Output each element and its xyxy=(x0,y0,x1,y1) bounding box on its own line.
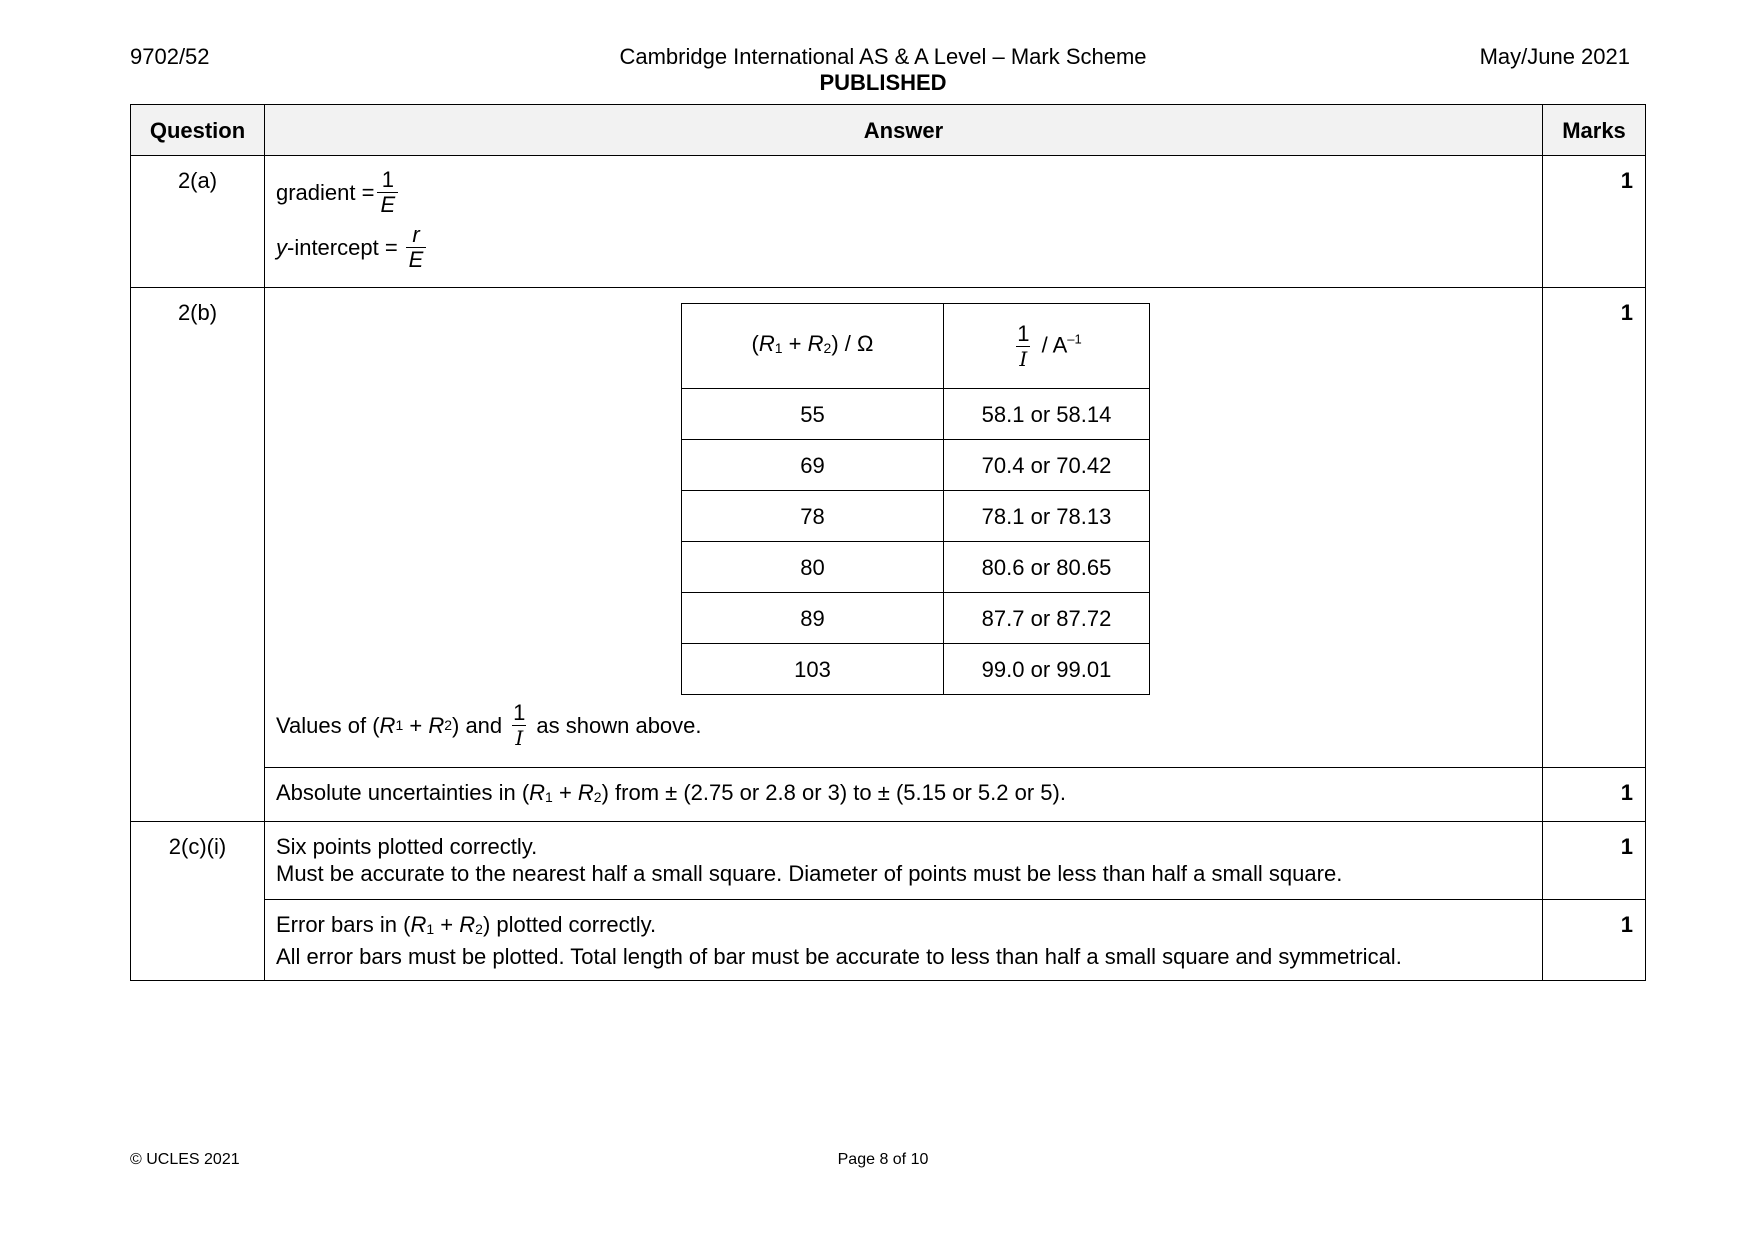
r1-symbol: R xyxy=(758,331,775,356)
r2-symbol: R xyxy=(577,780,594,805)
answer-cell xyxy=(265,768,1543,822)
r2-subscript: 2 xyxy=(475,921,483,937)
answer-header: Answer xyxy=(265,105,1543,156)
values-note xyxy=(276,701,1532,750)
r2-subscript: 2 xyxy=(823,340,832,356)
answer-line: Six points plotted correctly. xyxy=(276,834,538,859)
r2-symbol: R xyxy=(459,912,476,937)
r2-symbol: R xyxy=(428,713,445,738)
fraction-denominator: I xyxy=(512,725,526,750)
fraction-numerator: 1 xyxy=(513,700,526,725)
intercept-variable: y xyxy=(276,235,287,260)
r2-symbol: R xyxy=(807,331,824,356)
inverse-current-value: 78.1 or 78.13 xyxy=(944,491,1150,542)
marks-cell: 1 xyxy=(1543,768,1646,822)
results-table xyxy=(681,303,1150,695)
answer-cell xyxy=(265,288,1543,768)
answer-cell xyxy=(265,900,1543,981)
r1-symbol: R xyxy=(529,780,546,805)
resistance-value: 89 xyxy=(682,593,944,644)
resistance-value: 80 xyxy=(682,542,944,593)
published-label: PUBLISHED xyxy=(819,70,947,95)
inverse-current-value: 87.7 or 87.72 xyxy=(944,593,1150,644)
fraction-denominator: I xyxy=(1016,346,1030,371)
table-row xyxy=(131,288,1646,768)
document-title-text: Cambridge International AS & A Level – Mark Scheme xyxy=(619,44,1147,69)
copyright: © UCLES 2021 xyxy=(130,1151,240,1168)
plus-sign: + xyxy=(782,331,808,356)
marks-header: Marks xyxy=(1543,105,1646,156)
results-header-row xyxy=(682,304,1150,389)
plus-sign: + xyxy=(403,713,429,738)
answer-cell xyxy=(265,822,1543,900)
fraction-denominator: E xyxy=(377,192,398,217)
resistance-value: 55 xyxy=(682,389,944,440)
inverse-current-value: 99.0 or 99.01 xyxy=(944,644,1150,695)
intercept-line xyxy=(276,223,1532,272)
error-bars-text: Error bars in ( xyxy=(276,912,411,937)
table-row xyxy=(682,440,1150,491)
values-text: ) and xyxy=(452,713,503,738)
unit-exponent: –1 xyxy=(1067,330,1082,346)
uncertainty-text: Absolute uncertainties in ( xyxy=(276,780,530,805)
intercept-label: -intercept = xyxy=(287,235,398,260)
inverse-current-fraction xyxy=(510,701,528,750)
table-row xyxy=(682,542,1150,593)
question-label: 2(a) xyxy=(131,156,265,288)
error-bars-text: ) plotted correctly. xyxy=(482,912,657,937)
plus-sign: + xyxy=(552,780,578,805)
r1-subscript: 1 xyxy=(774,340,783,356)
table-row xyxy=(131,900,1646,981)
table-row xyxy=(682,593,1150,644)
answer-cell xyxy=(265,156,1543,288)
inverse-current-unit: / A xyxy=(1041,331,1068,357)
r1-subscript: 1 xyxy=(545,789,553,805)
inverse-current-header xyxy=(944,304,1150,389)
uncertainty-text: ) from ± (2.75 or 2.8 or 3) to ± (5.15 or 5.2 or 5). xyxy=(601,780,1066,805)
resistance-value: 103 xyxy=(682,644,944,695)
fraction-numerator: 1 xyxy=(1017,320,1030,346)
answer-line: All error bars must be plotted. Total length of bar must be accurate to less than half a small square and symmetrical. xyxy=(276,944,1402,969)
resistance-value: 78 xyxy=(682,491,944,542)
resistance-value: 69 xyxy=(682,440,944,491)
r2-subscript: 2 xyxy=(593,789,602,805)
fraction-numerator: 1 xyxy=(381,167,394,192)
r1-symbol: R xyxy=(379,713,396,738)
table-row xyxy=(682,644,1150,695)
fraction-denominator: E xyxy=(406,247,427,272)
gradient-line xyxy=(276,168,1532,217)
answer-line: Must be accurate to the nearest half a small square. Diameter of points must be less than half a small square. xyxy=(276,861,1343,886)
marks-cell: 1 xyxy=(1543,900,1646,981)
question-label: 2(c)(i) xyxy=(131,822,265,981)
fraction-numerator: r xyxy=(412,222,420,247)
table-row xyxy=(131,822,1646,900)
answer-line xyxy=(276,911,1532,943)
page-number: Page 8 of 10 xyxy=(837,1151,929,1168)
marks-cell: 1 xyxy=(1543,156,1646,288)
resistance-header xyxy=(682,304,944,389)
inverse-current-value: 70.4 or 70.42 xyxy=(944,440,1150,491)
inverse-current-value: 80.6 or 80.65 xyxy=(944,542,1150,593)
table-row xyxy=(131,156,1646,288)
marks-cell: 1 xyxy=(1543,288,1646,768)
paren-open: ( xyxy=(751,331,759,356)
question-label: 2(b) xyxy=(131,288,265,822)
exam-session: May/June 2021 xyxy=(1479,44,1630,69)
gradient-fraction xyxy=(377,168,398,217)
r2-subscript: 2 xyxy=(444,717,452,733)
marks-cell: 1 xyxy=(1543,822,1646,900)
mark-scheme-table xyxy=(130,104,1646,981)
paper-code: 9702/52 xyxy=(130,44,210,69)
r1-subscript: 1 xyxy=(395,717,404,733)
table-row xyxy=(131,768,1646,822)
r1-symbol: R xyxy=(410,912,427,937)
intercept-fraction xyxy=(406,223,427,272)
question-header: Question xyxy=(131,105,265,156)
ohm-unit: ) / Ω xyxy=(831,331,874,356)
values-text: as shown above. xyxy=(536,713,702,738)
r1-subscript: 1 xyxy=(426,921,435,937)
table-row xyxy=(682,491,1150,542)
values-text: Values of ( xyxy=(276,713,380,738)
gradient-label: gradient = xyxy=(276,180,375,205)
inverse-current-fraction xyxy=(1014,322,1032,371)
inverse-current-value: 58.1 or 58.14 xyxy=(944,389,1150,440)
plus-sign: + xyxy=(434,912,460,937)
table-row xyxy=(682,389,1150,440)
table-header-row xyxy=(131,105,1646,156)
